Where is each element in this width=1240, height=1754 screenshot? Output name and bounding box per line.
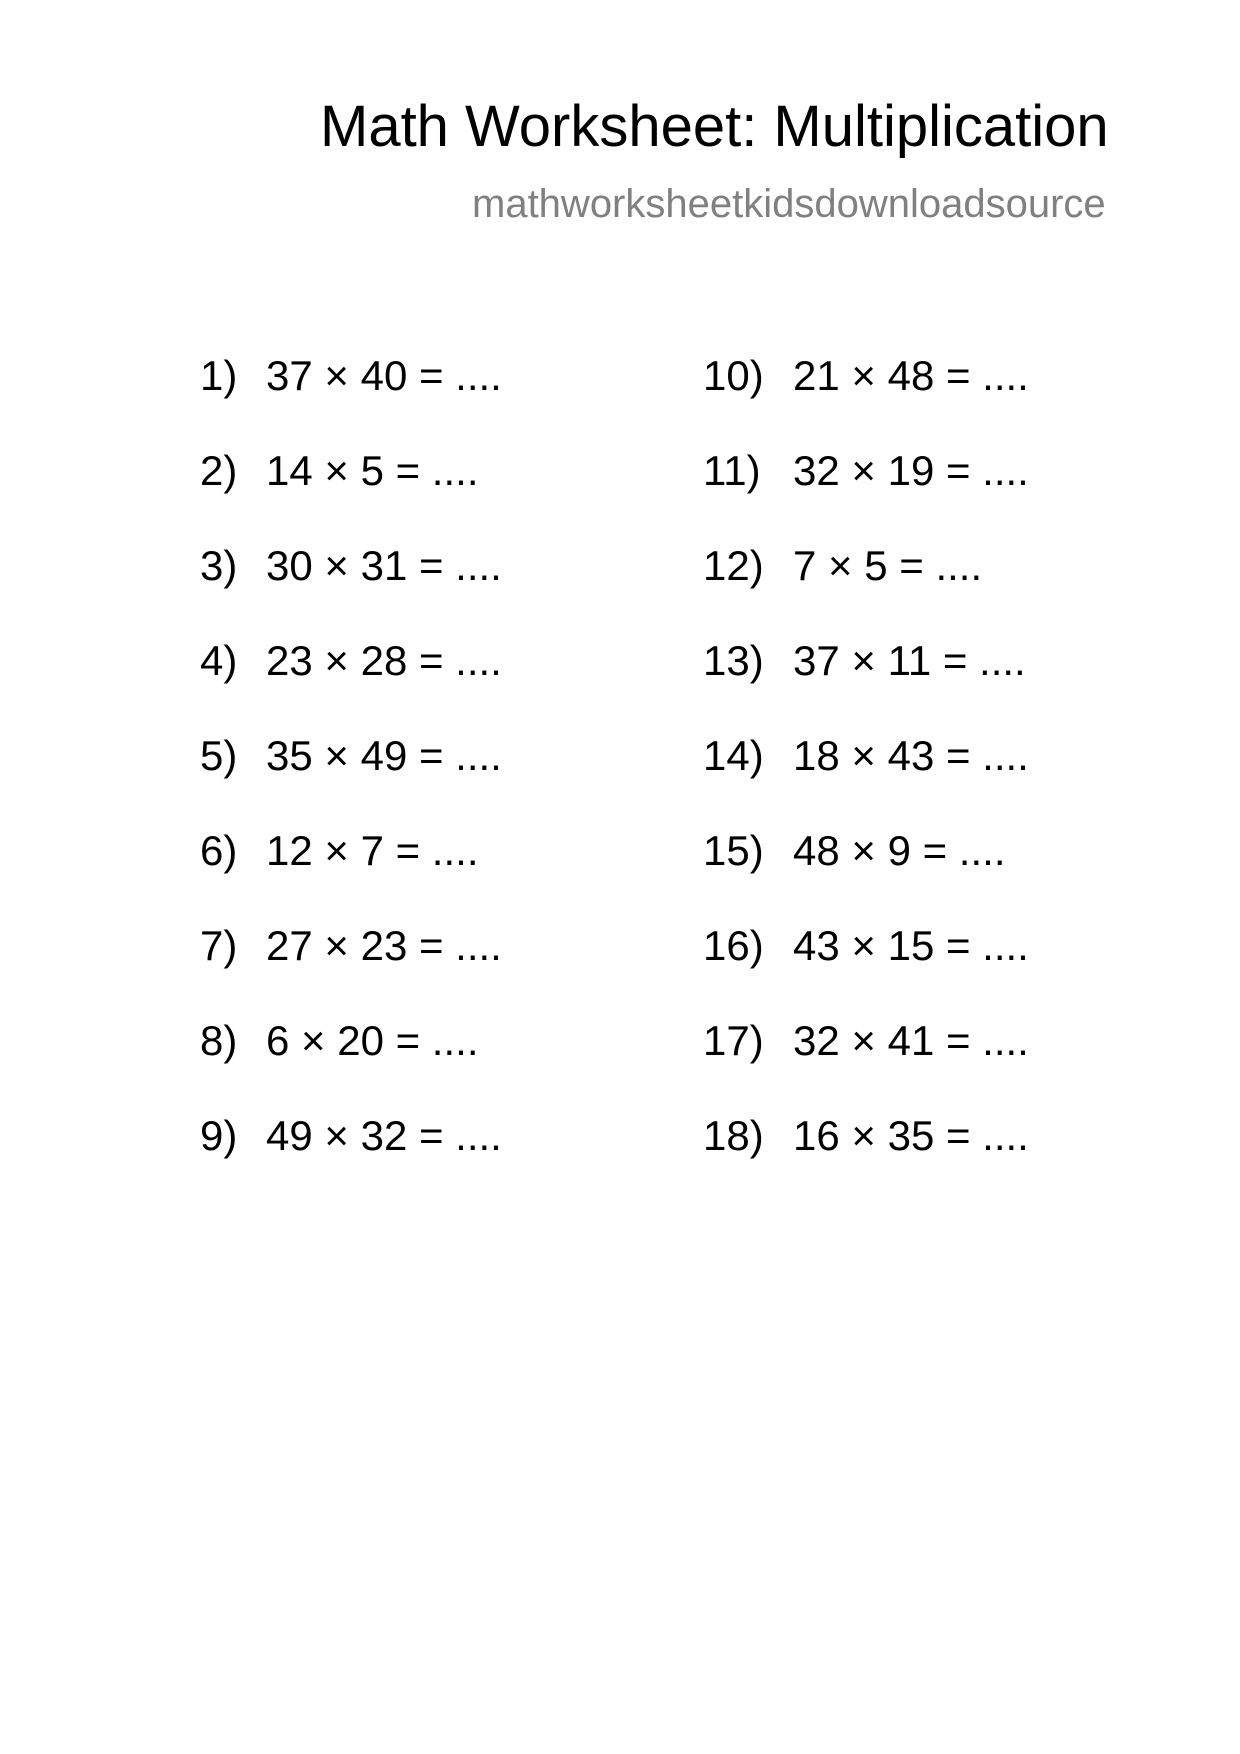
problem-number: 6) — [200, 827, 238, 874]
problem-expression: 43 × 15 = .... — [793, 922, 1029, 969]
problem-item — [703, 447, 1029, 542]
problem-item — [200, 542, 502, 637]
problem-number: 17) — [703, 1017, 764, 1064]
problem-expression: 14 × 5 = .... — [266, 447, 479, 494]
problem-item — [703, 637, 1029, 732]
problem-item — [200, 1017, 502, 1112]
problem-number: 2) — [200, 447, 238, 494]
worksheet-source: mathworksheetkidsdownloadsource — [472, 182, 1106, 226]
problem-expression: 23 × 28 = .... — [266, 637, 502, 684]
problem-item — [200, 922, 502, 1017]
problem-number: 5) — [200, 732, 238, 779]
problem-number: 3) — [200, 542, 238, 589]
problem-expression: 7 × 5 = .... — [793, 542, 983, 589]
problem-column-right — [703, 352, 1029, 1207]
problem-expression: 18 × 43 = .... — [793, 732, 1029, 779]
problem-item — [703, 1112, 1029, 1207]
problem-expression: 37 × 11 = .... — [793, 637, 1026, 684]
problem-expression: 48 × 9 = .... — [793, 827, 1006, 874]
problem-expression: 30 × 31 = .... — [266, 542, 502, 589]
problem-number: 4) — [200, 637, 238, 684]
problem-number: 12) — [703, 542, 764, 589]
problem-item — [703, 542, 1029, 637]
problem-item — [703, 827, 1029, 922]
problem-number: 16) — [703, 922, 764, 969]
problem-number: 11) — [703, 447, 761, 494]
problem-expression: 35 × 49 = .... — [266, 732, 502, 779]
problem-item — [703, 922, 1029, 1017]
problem-number: 9) — [200, 1112, 238, 1159]
problem-expression: 12 × 7 = .... — [266, 827, 479, 874]
problem-number: 18) — [703, 1112, 764, 1159]
problem-number: 15) — [703, 827, 764, 874]
problem-number: 13) — [703, 637, 764, 684]
problem-item — [703, 1017, 1029, 1112]
problem-item — [703, 352, 1029, 447]
problem-expression: 49 × 32 = .... — [266, 1112, 502, 1159]
problem-expression: 32 × 41 = .... — [793, 1017, 1029, 1064]
problem-item — [200, 447, 502, 542]
problem-number: 8) — [200, 1017, 238, 1064]
problem-expression: 37 × 40 = .... — [266, 352, 502, 399]
problem-item — [703, 732, 1029, 827]
problem-item — [200, 827, 502, 922]
problem-item — [200, 1112, 502, 1207]
problem-item — [200, 637, 502, 732]
problem-expression: 21 × 48 = .... — [793, 352, 1029, 399]
problem-number: 1) — [200, 352, 238, 399]
problem-number: 10) — [703, 352, 764, 399]
problem-column-left — [200, 352, 502, 1207]
problem-expression: 32 × 19 = .... — [793, 447, 1029, 494]
problem-expression: 16 × 35 = .... — [793, 1112, 1029, 1159]
problem-expression: 27 × 23 = .... — [266, 922, 502, 969]
worksheet-title: Math Worksheet: Multiplication — [320, 94, 1109, 159]
problem-number: 7) — [200, 922, 238, 969]
problem-item — [200, 352, 502, 447]
problem-expression: 6 × 20 = .... — [266, 1017, 479, 1064]
problem-item — [200, 732, 502, 827]
problem-number: 14) — [703, 732, 764, 779]
